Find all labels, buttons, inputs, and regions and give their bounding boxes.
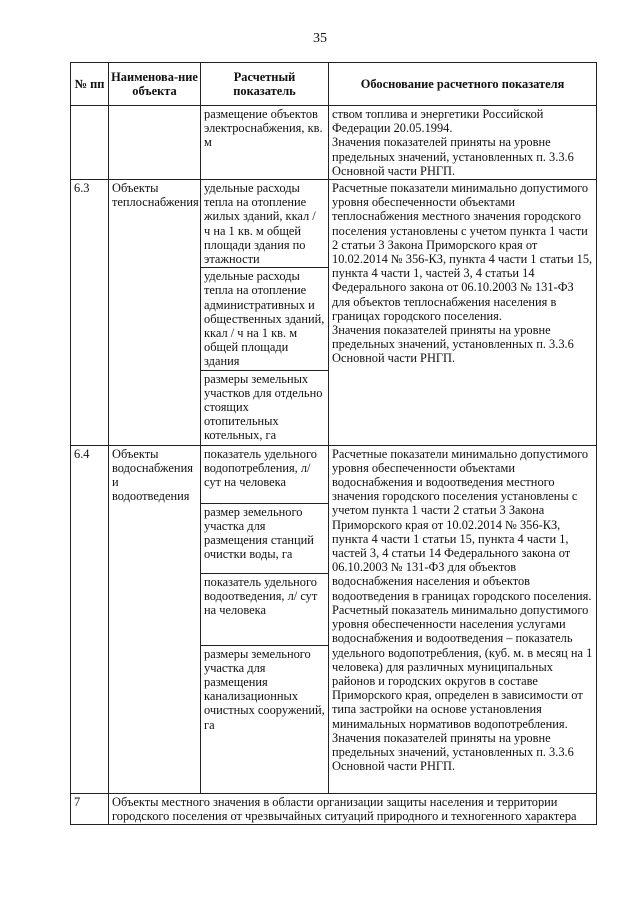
- basis-paragraph: Расчетные показатели минимально допустимого уровня обеспеченности объектами водоснабжения и водоотведения местного значения городского поселения установлены с учетом пункта 1 части 2 статьи 3 Закона Приморского края от 10.02.2014 № 356-КЗ, пункта 4 части 1 статьи 15, пункта 4 части 1, частей 3, 4 статьи 14 Федерального закона от 06.10.2003 № 131-ФЗ для объектов водоснабжения населения и объектов водоотведения в границах городского поселения.: [332, 446, 592, 603]
- cell-object-name: [109, 106, 201, 180]
- norms-table: [70, 62, 597, 825]
- basis-paragraph: Значения показателей приняты на уровне предельных значений, установленных п. 3.3.6 Основной части РНГП.: [332, 323, 574, 366]
- table-row: [71, 180, 597, 268]
- cell-number: 7: [71, 793, 109, 824]
- basis-paragraph: Расчетные показатели минимально допустимого уровня обеспеченности объектами теплоснабжения местного значения городского поселения установлены с учетом пункта 1 части 2 статьи 3 Закона Приморского края от 10.02.2014 № 356-КЗ, пункта 4 части 1 статьи 15, пункта 4 части 1, частей 3, 4 статьи 14 Федерального закона от 06.10.2003 № 131-ФЗ для объектов теплоснабжения населения в границах городского поселения.: [332, 181, 593, 323]
- cell-indicator: размеры земельных участков для отдельно стоящих отопительных котельных, га: [201, 370, 329, 445]
- table-row: [71, 106, 597, 180]
- cell-indicator: размеры земельного участка для размещения канализационных очистных сооружений, га: [201, 645, 329, 793]
- header-basis: Обоснование расчетного показателя: [329, 63, 597, 106]
- cell-basis: [329, 106, 597, 180]
- cell-basis: [329, 180, 597, 446]
- cell-number: 6.4: [71, 445, 109, 793]
- cell-indicator: показатель удельного водопотребления, л/ сут на человека: [201, 445, 329, 503]
- table-header-row: [71, 63, 597, 106]
- cell-indicator: удельные расходы тепла на отопление жилых зданий, ккал / ч на 1 кв. м общей площади здания по этажности: [201, 180, 329, 268]
- cell-indicator: размещение объектов электроснабжения, кв. м: [201, 106, 329, 180]
- section-title: Объекты местного значения в области организации защиты населения и территории городского поселения от чрезвычайных ситуаций природного и техногенного характера: [109, 793, 597, 824]
- basis-paragraph: Значения показателей приняты на уровне предельных значений, установленных п. 3.3.6 Основной части РНГП.: [332, 135, 574, 178]
- basis-paragraph: Значения показателей приняты на уровне предельных значений, установленных п. 3.3.6 Основной части РНГП.: [332, 730, 574, 774]
- table-row: [71, 793, 597, 824]
- cell-indicator: удельные расходы тепла на отопление административных и общественных зданий, ккал / ч на 1 кв. м общей площади здания: [201, 268, 329, 370]
- cell-indicator: показатель удельного водоотведения, л/ сут на человека: [201, 573, 329, 645]
- header-number: № пп: [71, 63, 109, 106]
- table-row: [71, 445, 597, 503]
- basis-paragraph: ством топлива и энергетики Российской Федерации 20.05.1994.: [332, 107, 544, 136]
- cell-basis: [329, 445, 597, 793]
- cell-number: 6.3: [71, 180, 109, 446]
- cell-object-name: Объекты теплоснабжения: [109, 180, 201, 446]
- header-object-name: Наименова-ние объекта: [109, 63, 201, 106]
- cell-number: [71, 106, 109, 180]
- basis-paragraph: Расчетный показатель минимально допустимого уровня обеспеченности населения услугами водоснабжения и водоотведения – показатель удельного водопотребления, (куб. м. в месяц на 1 человека) для различных муниципальных районов и городских округов в составе Приморского края, определен в зависимости от типа застройки на основе установления минимальных нормативов водопотребления.: [332, 602, 593, 731]
- page-number: 35: [313, 31, 327, 46]
- cell-object-name: Объекты водоснабжения и водоотведения: [109, 445, 201, 793]
- header-indicator: Расчетный показатель: [201, 63, 329, 106]
- cell-indicator: размер земельного участка для размещения станций очистки воды, га: [201, 503, 329, 573]
